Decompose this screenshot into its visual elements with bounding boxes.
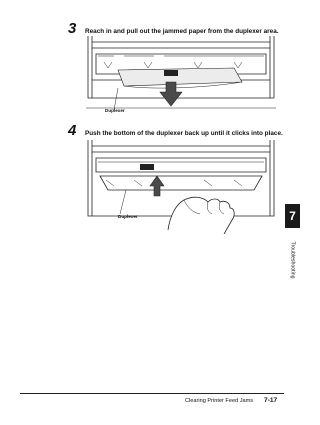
duplexer-pull-illustration xyxy=(84,34,280,120)
chapter-side-label xyxy=(283,230,301,290)
chapter-tab xyxy=(285,204,300,228)
chapter-number: 7 xyxy=(289,209,296,223)
step-instruction: Push the bottom of the duplexer back up until it clicks into place. xyxy=(85,130,283,137)
footer-title: Clearing Printer Feed Jams xyxy=(185,398,254,404)
step-instruction: Reach in and pull out the jammed paper from the duplexer area. xyxy=(85,28,279,35)
push-duplexer-illustration xyxy=(84,138,280,234)
duplexer-push-illustration xyxy=(84,138,280,234)
step-number: 3 xyxy=(68,20,77,37)
chapter-label: Troubleshooting xyxy=(289,241,296,279)
step-number: 4 xyxy=(68,122,77,139)
duplexer-callout: Duplexer xyxy=(105,108,125,113)
page-number: 7-17 xyxy=(264,397,278,404)
footer-rule xyxy=(20,393,284,394)
duplexer-callout: Duplexer xyxy=(118,214,138,219)
step-4 xyxy=(68,122,283,139)
